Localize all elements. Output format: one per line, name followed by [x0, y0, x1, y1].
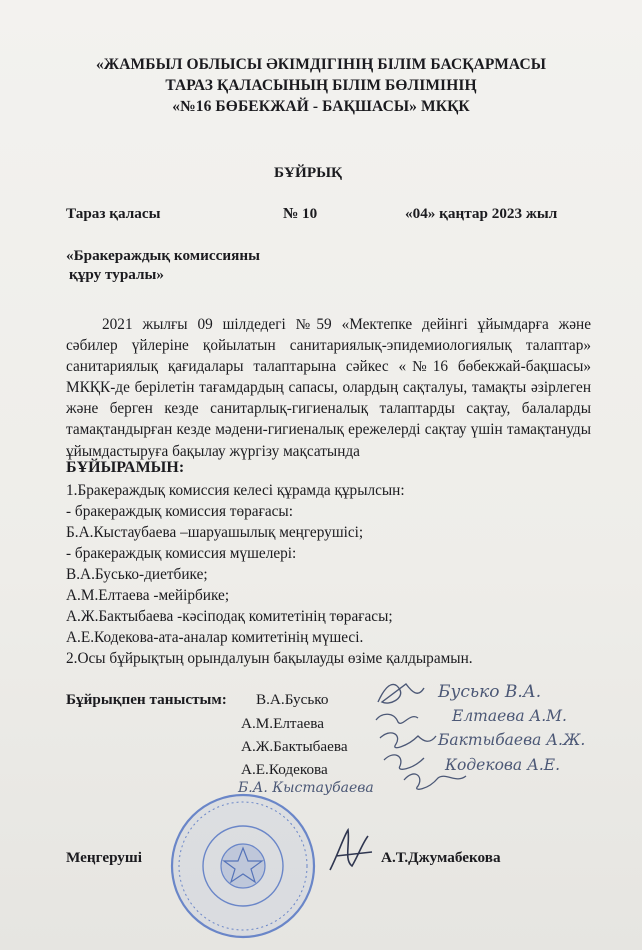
footer-name: А.Т.Джумабекова: [381, 849, 501, 866]
order-item: В.А.Бусько-диетбике;: [66, 566, 208, 583]
acquainted-name: А.М.Елтаева: [241, 715, 324, 732]
order-item: - бракераждық комиссия төрағасы:: [66, 503, 293, 520]
signature-kystaubaeva: [404, 774, 466, 789]
order-item: 1.Бракераждық комиссия келесі құрамда құрылсын:: [66, 482, 405, 499]
document-date: «04» қаңтар 2023 жыл: [405, 205, 558, 222]
handwritten-eltaeva: Елтаева А.М.: [452, 707, 567, 725]
signature-kodekova: [384, 755, 424, 769]
subject-line-2: құру туралы»: [69, 266, 164, 283]
order-heading: БҰЙЫРАМЫН:: [66, 459, 185, 476]
header-line-3: «№16 БӨБЕКЖАЙ - БАҚШАСЫ» МКҚК: [172, 98, 470, 115]
handwritten-baktybaeva: Бактыбаева А.Ж.: [438, 731, 586, 749]
order-item: А.Е.Кодекова-ата-аналар комитетінің мүшесі.: [66, 629, 364, 646]
subject-line-1: «Бракераждық комиссияны: [66, 247, 260, 264]
handwritten-kystaubaeva: Б.А. Кыстаубаева: [238, 780, 374, 796]
handwritten-busko: Бусько В.А.: [438, 682, 542, 702]
handwritten-kodekova: Кодекова А.Е.: [445, 756, 561, 774]
acquainted-name: В.А.Бусько: [256, 691, 329, 708]
preamble-paragraph: [66, 314, 591, 462]
document-type: БҰЙРЫҚ: [274, 164, 343, 181]
signature-eltaeva: [376, 714, 418, 723]
header-line-1: «ЖАМБЫЛ ОБЛЫСЫ ӘКІМДІГІНІҢ БІЛІМ БАСҚАРМАСЫ: [95, 56, 547, 73]
director-signature: [322, 826, 378, 878]
official-stamp: [170, 793, 316, 939]
preamble-text: 2021 жылғы 09 шілдедегі №59 «Мектепке дейінгі ұйымдарға және сәбилер үйлеріне қойылатын санитариялық-эпидемиологиялық талаптар» санитариялық қағидалары талаптарына сәйкес «№16 бөбекжай-бақшасы» МКҚК-де берілетін тағамдардың сапасы, олардың сақталуы, тамақты әзірлеген және берген кезде санитарлық-гигиеналық талаптарды сақтау, балаларды тамақтандырған кезде мәдени-гигиеналық ережелерді сақтау үшін тамақтануды ұйымдастыруға бақылау жүргізу мақсатында: [66, 316, 591, 460]
acquainted-label: Бұйрықпен таныстым:: [66, 691, 227, 708]
order-item: - бракераждық комиссия мүшелері:: [66, 545, 297, 562]
order-item: 2.Осы бұйрықтың орындалуын бақылауды өзіме қалдырамын.: [66, 650, 473, 667]
document-city: Тараз қаласы: [66, 205, 161, 222]
order-item: А.Ж.Бактыбаева -кәсіподақ комитетінің төрағасы;: [66, 608, 393, 625]
order-item: Б.А.Кыстаубаева –шаруашылық меңгерушісі;: [66, 524, 364, 541]
document-number: № 10: [283, 205, 318, 222]
order-item: А.М.Елтаева -мейірбике;: [66, 587, 230, 604]
acquainted-name: А.Ж.Бактыбаева: [241, 738, 348, 755]
acquainted-name: А.Е.Кодекова: [241, 761, 328, 778]
footer-position: Меңгеруші: [66, 849, 142, 866]
signature-baktybaeva: [380, 733, 436, 748]
header-line-2: ТАРАЗ ҚАЛАСЫНЫҢ БІЛІМ БӨЛІМІНІҢ: [165, 77, 477, 94]
signature-busko: [378, 684, 424, 703]
